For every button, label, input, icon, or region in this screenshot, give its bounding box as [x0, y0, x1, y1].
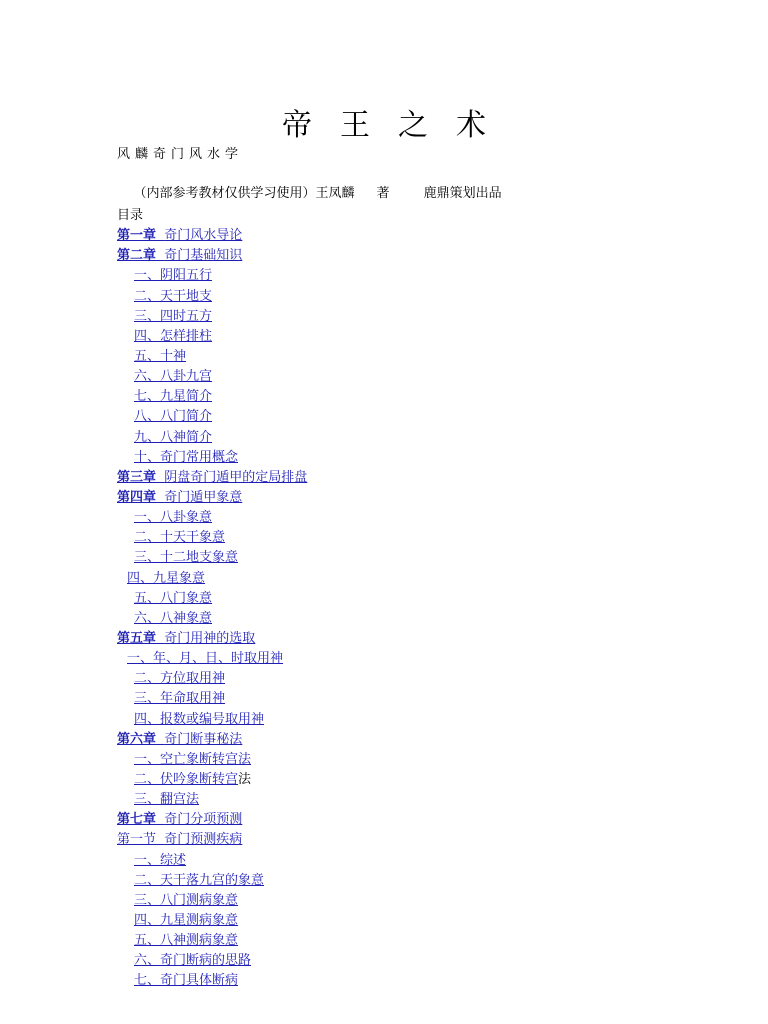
toc-section-link[interactable]: 一、空亡象断转宫法: [134, 751, 252, 767]
toc-section-item: [117, 770, 307, 790]
toc-section-item: [117, 266, 307, 286]
toc-section-item: [117, 448, 307, 468]
toc-section-item: [117, 851, 307, 871]
toc-section-link[interactable]: 三、年命取用神: [134, 691, 226, 707]
toc-heading: 目录: [117, 208, 144, 223]
toc-section-link[interactable]: 一、综述: [134, 852, 187, 868]
toc-chapter-item: [117, 246, 307, 266]
toc-section-item: [117, 327, 307, 347]
byline-author-word: 著: [376, 186, 390, 201]
toc-section-link[interactable]: 三、翻宫法: [134, 792, 200, 808]
toc-section-item: [117, 428, 307, 448]
toc-section-suffix: 法: [238, 771, 252, 787]
toc-section-link[interactable]: 二、天干落九宫的象意: [134, 872, 265, 888]
toc-chapter-item: [117, 830, 307, 850]
toc-section-item: [117, 548, 307, 568]
toc-section-item: [117, 569, 307, 589]
toc-chapter-title: 奇门风水导论: [164, 228, 243, 244]
toc-section-link[interactable]: 七、九星简介: [134, 389, 213, 405]
toc-chapter-link[interactable]: [117, 812, 242, 827]
toc-chapter-number: 第三章: [117, 469, 157, 485]
table-of-contents: [117, 206, 307, 991]
toc-section-item: [117, 407, 307, 427]
toc-section-link[interactable]: 六、八卦九宫: [134, 369, 213, 385]
toc-section-link[interactable]: 三、十二地支象意: [134, 550, 239, 566]
toc-section-link[interactable]: 二、伏吟象断转宫: [134, 771, 239, 787]
toc-section-link[interactable]: 三、八门测病象意: [134, 892, 239, 908]
toc-chapter-title: 奇门基础知识: [164, 248, 243, 264]
toc-section-link[interactable]: 五、八神测病象意: [134, 933, 239, 949]
toc-section-link[interactable]: 二、十天干象意: [134, 530, 226, 546]
toc-section-item: [117, 528, 307, 548]
toc-section-item: [117, 871, 307, 891]
byline-publisher: 鹿鼎策划出品: [423, 186, 502, 201]
toc-section-link[interactable]: 十、奇门常用概念: [134, 449, 239, 465]
toc-section-item: [117, 508, 307, 528]
toc-section-item: [117, 971, 307, 991]
toc-chapter-link[interactable]: [117, 631, 255, 646]
toc-section-item: [117, 649, 307, 669]
toc-chapter-item: [117, 810, 307, 830]
toc-chapter-item: [117, 730, 307, 750]
toc-section-item: [117, 891, 307, 911]
toc-chapter-link[interactable]: [117, 470, 307, 485]
toc-chapter-title: 奇门断事秘法: [164, 731, 243, 747]
toc-section-link[interactable]: 四、报数或编号取用神: [134, 711, 265, 727]
toc-section-item: [117, 931, 307, 951]
toc-section-link[interactable]: 四、怎样排柱: [134, 328, 213, 344]
toc-section-item: [117, 609, 307, 629]
toc-node-link[interactable]: [117, 832, 242, 847]
toc-chapter-number: 第二章: [117, 248, 157, 264]
toc-chapter-item: [117, 226, 307, 246]
toc-chapter-title: 奇门预测疾病: [164, 832, 243, 848]
toc-section-link[interactable]: 一、阴阳五行: [134, 268, 213, 284]
toc-section-item: [117, 367, 307, 387]
toc-chapter-number: 第一节: [117, 832, 157, 848]
toc-section-link[interactable]: 九、八神简介: [134, 429, 213, 445]
toc-section-item: [117, 951, 307, 971]
toc-chapter-number: 第一章: [117, 228, 157, 244]
toc-chapter-item: [117, 468, 307, 488]
toc-chapter-link[interactable]: [117, 228, 242, 243]
toc-chapter-number: 第六章: [117, 731, 157, 747]
toc-section-link[interactable]: 五、八门象意: [134, 590, 213, 606]
toc-section-link[interactable]: 四、九星象意: [127, 570, 206, 586]
toc-section-item: [117, 387, 307, 407]
toc-section-link[interactable]: 六、奇门断病的思路: [134, 953, 252, 969]
toc-section-link[interactable]: 一、八卦象意: [134, 510, 213, 526]
page-title: 帝王之术: [282, 108, 514, 143]
toc-chapter-link[interactable]: [117, 490, 242, 505]
toc-chapter-item: [117, 629, 307, 649]
byline-note: （内部参考教材仅供学习使用）王凤麟: [133, 186, 355, 201]
toc-chapter-number: 第五章: [117, 630, 157, 646]
toc-section-item: [117, 307, 307, 327]
toc-chapter-title: 奇门用神的选取: [164, 630, 256, 646]
toc-chapter-number: 第四章: [117, 489, 157, 505]
toc-section-item: [117, 750, 307, 770]
toc-chapter-link[interactable]: [117, 732, 242, 747]
toc-section-item: [117, 287, 307, 307]
subtitle: 风麟奇门风水学: [117, 147, 244, 162]
toc-section-link[interactable]: 八、八门简介: [134, 409, 213, 425]
toc-chapter-title: 奇门遁甲象意: [164, 489, 243, 505]
toc-section-link[interactable]: 六、八神象意: [134, 610, 213, 626]
toc-section-item: [117, 689, 307, 709]
toc-chapter-number: 第七章: [117, 812, 157, 828]
toc-section-link[interactable]: 三、四时五方: [134, 308, 213, 324]
toc-chapter-title: 奇门分项预测: [164, 812, 243, 828]
toc-section-item: [117, 589, 307, 609]
toc-section-link[interactable]: 四、九星测病象意: [134, 912, 239, 928]
toc-section-link[interactable]: 二、天干地支: [134, 288, 213, 304]
toc-chapter-item: [117, 488, 307, 508]
toc-section-link[interactable]: 七、奇门具体断病: [134, 973, 239, 989]
toc-section-item: [117, 669, 307, 689]
toc-section-item: [117, 347, 307, 367]
toc-section-link[interactable]: 五、十神: [134, 348, 187, 364]
toc-section-link[interactable]: 一、年、月、日、时取用神: [127, 651, 284, 667]
toc-section-item: [117, 710, 307, 730]
toc-chapter-link[interactable]: [117, 248, 242, 263]
toc-section-link[interactable]: 二、方位取用神: [134, 671, 226, 687]
toc-chapter-title: 阴盘奇门遁甲的定局排盘: [164, 469, 308, 485]
toc-section-item: [117, 911, 307, 931]
toc-section-item: [117, 790, 307, 810]
